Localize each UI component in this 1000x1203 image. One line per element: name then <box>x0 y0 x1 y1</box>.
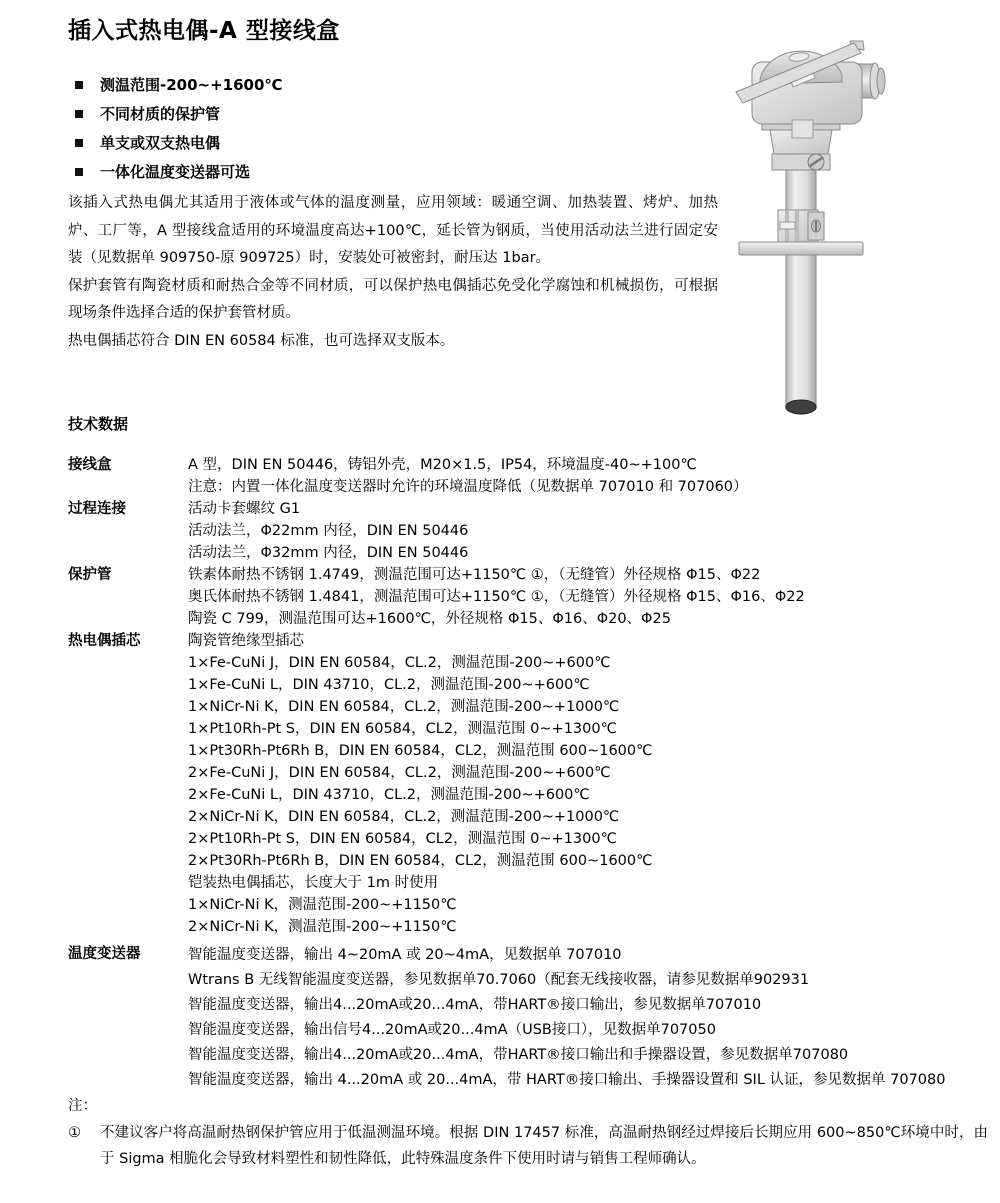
tech-value-line-3-6: 2×Fe-CuNi J，DIN EN 60584，CL.2，测温范围-200~+600℃ <box>188 765 611 781</box>
note-marker: ① <box>68 1125 81 1141</box>
tech-row-values <box>188 943 993 1093</box>
intro-text <box>68 190 718 355</box>
tech-value-line-3-8: 2×NiCr-Ni K，DIN EN 60584，CL.2，测温范围-200~+1000℃ <box>188 809 620 825</box>
tech-value-line-3-1: 1×Fe-CuNi J，DIN EN 60584，CL.2，测温范围-200~+600℃ <box>188 655 611 671</box>
tech-value-line-4-4: 智能温度变送器，输出4...20mA或20...4mA，带HART®接口输出和手操器设置，参见数据单707080 <box>188 1047 849 1063</box>
tech-value-line-0-1: 注意：内置一体化温度变送器时允许的环境温度降低（见数据单 707010 和 707060） <box>188 479 748 495</box>
tech-value-line-4-5: 智能温度变送器，输出 4...20mA 或 20...4mA，带 HART®接口输出、手操器设置和 SIL 认证，参见数据单 707080 <box>188 1072 946 1088</box>
tech-data-heading: 技术数据 <box>68 415 129 433</box>
flange-plate <box>739 242 863 255</box>
tech-value-line-3-5: 1×Pt30Rh-Pt6Rh B，DIN EN 60584，CL2，测温范围 600~1600℃ <box>188 743 653 759</box>
tech-row-2 <box>68 564 993 630</box>
note-list <box>68 1120 988 1172</box>
tech-row-label: 保护管 <box>68 567 112 583</box>
protection-tube <box>786 255 816 407</box>
tech-value-line-4-0: 智能温度变送器，输出 4~20mA 或 20~4mA，见数据单 707010 <box>188 947 622 963</box>
feature-label: 测温范围-200~+1600℃ <box>100 76 283 94</box>
bullet-square-icon <box>75 139 83 147</box>
intro-paragraph-0: 该插入式热电偶尤其适用于液体或气体的温度测量，应用领域：暖通空调、加热装置、烤炉、加热炉、工厂等，A 型接线盒适用的环境温度高达+100℃，延长管为钢质，当使用活动法兰进行固定安装（见数据单 909750-原 909725）时，安装处可被密封，耐压达 1bar。 <box>68 195 718 266</box>
tech-value-line-3-9: 2×Pt10Rh-Pt S，DIN EN 60584，CL2，测温范围 0~+1300℃ <box>188 831 617 847</box>
tech-value-line-4-1: Wtrans B 无线智能温度变送器，参见数据单70.7060（配套无线接收器，请参见数据单902931 <box>188 972 810 988</box>
feature-label: 一体化温度变送器可选 <box>100 163 251 181</box>
tech-value-line-3-10: 2×Pt30Rh-Pt6Rh B，DIN EN 60584，CL2，测温范围 600~1600℃ <box>188 853 653 869</box>
page-title: 插入式热电偶-A 型接线盒 <box>68 18 340 44</box>
tech-value-line-3-0: 陶瓷管绝缘型插芯 <box>188 633 304 649</box>
tech-row-label: 热电偶插芯 <box>68 633 141 649</box>
tech-value-line-3-4: 1×Pt10Rh-Pt S，DIN EN 60584，CL2，测温范围 0~+1300℃ <box>188 721 617 737</box>
tech-table <box>68 454 993 1093</box>
tech-value-line-1-2: 活动法兰，Φ32mm 内径，DIN EN 50446 <box>188 545 469 561</box>
bullet-square-icon <box>75 81 83 89</box>
tech-value-line-3-12: 1×NiCr-Ni K，测温范围-200~+1150℃ <box>188 897 457 913</box>
probe-tip <box>786 400 816 414</box>
tech-value-line-3-3: 1×NiCr-Ni K，DIN EN 60584，CL.2，测温范围-200~+1000℃ <box>188 699 620 715</box>
tech-row-3 <box>68 630 993 938</box>
tech-row-label: 接线盒 <box>68 457 112 473</box>
tech-value-line-4-2: 智能温度变送器，输出4...20mA或20...4mA，带HART®接口输出，参见数据单707010 <box>188 997 762 1013</box>
tech-value-line-3-11: 铠装热电偶插芯，长度大于 1m 时使用 <box>188 875 439 891</box>
feature-label: 单支或双支热电偶 <box>100 134 221 152</box>
neck-tube <box>786 170 816 210</box>
tech-value-line-3-7: 2×Fe-CuNi L，DIN 43710，CL.2，测温范围-200~+600℃ <box>188 787 590 803</box>
feature-list <box>75 70 283 186</box>
tech-row-values <box>188 498 993 564</box>
feature-item-3 <box>75 157 283 186</box>
tech-value-line-3-13: 2×NiCr-Ni K，测温范围-200~+1150℃ <box>188 919 457 935</box>
feature-item-0 <box>75 70 283 99</box>
intro-paragraph-2: 热电偶插芯符合 DIN EN 60584 标准，也可选择双支版本。 <box>68 332 455 349</box>
tech-value-line-2-0: 铁素体耐热不锈钢 1.4749，测温范围可达+1150℃ ①，（无缝管）外径规格 Φ15、Φ22 <box>188 567 761 583</box>
tech-value-line-2-2: 陶瓷 C 799，测温范围可达+1600℃，外径规格 Φ15、Φ16、Φ20、Φ25 <box>188 611 671 627</box>
thermocouple-drawing <box>700 40 970 430</box>
tech-row-label: 温度变送器 <box>68 946 141 962</box>
tech-row-label: 过程连接 <box>68 501 126 517</box>
tech-value-line-3-2: 1×Fe-CuNi L，DIN 43710，CL.2，测温范围-200~+600℃ <box>188 677 590 693</box>
product-illustration <box>700 40 970 430</box>
intro-paragraph-1: 保护套管有陶瓷材质和耐热合金等不同材质，可以保护热电偶插芯免受化学腐蚀和机械损伤，可根据现场条件选择合适的保护套管材质。 <box>68 277 718 321</box>
bullet-square-icon <box>75 110 83 118</box>
tech-row-0 <box>68 454 993 498</box>
tech-value-line-0-0: A 型，DIN EN 50446，铸铝外壳，M20×1.5，IP54，环境温度-40~+100℃ <box>188 457 697 473</box>
tech-value-line-1-1: 活动法兰，Φ22mm 内径，DIN EN 50446 <box>188 523 469 539</box>
tech-value-line-2-1: 奥氏体耐热不锈钢 1.4841，测温范围可达+1150℃ ①，（无缝管）外径规格 Φ15、Φ16、Φ22 <box>188 589 805 605</box>
note-text: 不建议客户将高温耐热钢保护管应用于低温测温环境。根据 DIN 17457 标准，高温耐热钢经过焊接后长期应用 600~850℃环境中时，由于 Sigma 相脆化会导致材料塑性和韧性降低，此特殊温度条件下使用时请与销售工程师确认。 <box>100 1125 988 1167</box>
tech-row-values <box>188 564 993 630</box>
mounting-clamp <box>778 210 824 242</box>
feature-label: 不同材质的保护管 <box>100 105 221 123</box>
note-item-0 <box>68 1120 988 1172</box>
tech-row-1 <box>68 498 993 564</box>
tech-row-values <box>188 454 993 498</box>
neck-block <box>762 120 840 170</box>
bullet-square-icon <box>75 168 83 176</box>
tech-value-line-4-3: 智能温度变送器，输出信号4...20mA或20...4mA（USB接口），见数据单707050 <box>188 1022 716 1038</box>
tech-row-4 <box>68 943 993 1093</box>
tech-row-values <box>188 630 993 938</box>
feature-item-2 <box>75 128 283 157</box>
feature-item-1 <box>75 99 283 128</box>
notes-heading: 注： <box>68 1098 97 1114</box>
tech-value-line-1-0: 活动卡套螺纹 G1 <box>188 501 301 517</box>
